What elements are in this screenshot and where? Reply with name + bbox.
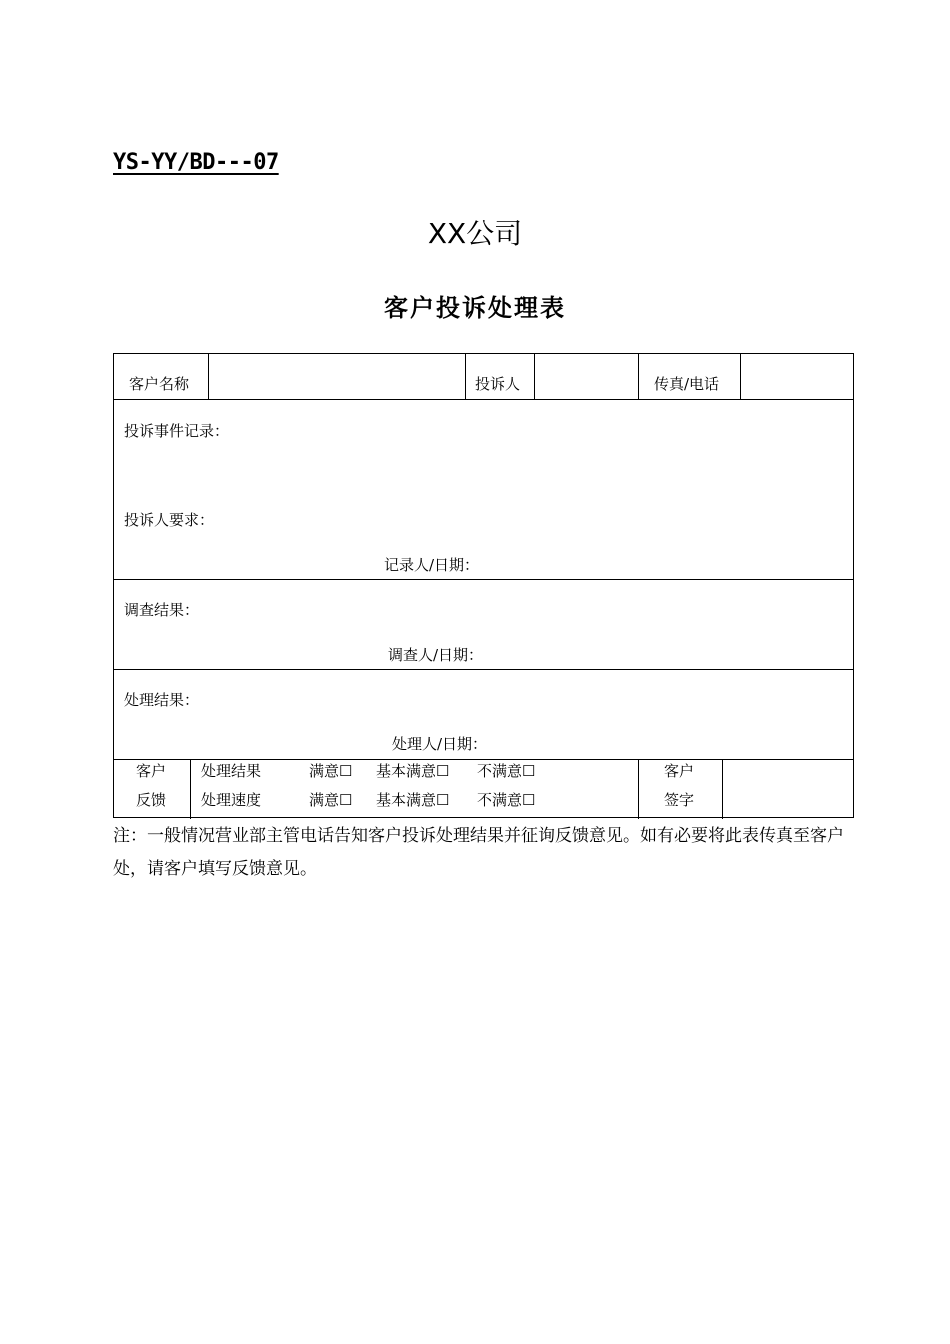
feedback-label-line1: 客户 <box>136 762 167 780</box>
row-divider <box>114 759 853 760</box>
complainant-label: 投诉人 <box>475 375 521 393</box>
row-divider <box>114 579 853 580</box>
company-name: XX公司 <box>427 217 523 250</box>
handling-result-label: 处理结果： <box>124 691 200 709</box>
customer-signature-field[interactable] <box>728 764 848 814</box>
cell-divider <box>208 354 209 399</box>
row-divider <box>114 399 853 400</box>
feedback-item-result: 处理结果 <box>201 762 262 780</box>
fax-phone-field[interactable] <box>746 375 851 393</box>
handler-date-label: 处理人/日期： <box>392 735 488 753</box>
feedback-label-line2: 反馈 <box>136 791 167 809</box>
cell-divider <box>740 354 741 399</box>
checkbox-result-unsatisfied[interactable]: 不满意☐ <box>477 762 536 780</box>
complaint-event-label: 投诉事件记录： <box>124 422 230 440</box>
form-title: 客户投诉处理表 <box>384 294 566 322</box>
cell-divider <box>190 759 191 819</box>
signature-label-line1: 客户 <box>664 762 695 780</box>
signature-label-line2: 签字 <box>664 791 695 809</box>
document-code: YS-YY/BD---07 <box>113 150 279 175</box>
checkbox-result-basically-satisfied[interactable]: 基本满意☐ <box>376 762 450 780</box>
complainant-field[interactable] <box>540 375 632 393</box>
cell-divider <box>638 354 639 399</box>
row-divider <box>114 669 853 670</box>
cell-divider <box>638 759 639 819</box>
checkbox-speed-satisfied[interactable]: 满意☐ <box>309 791 353 809</box>
customer-name-field[interactable] <box>214 375 459 393</box>
cell-divider <box>722 759 723 819</box>
checkbox-speed-basically-satisfied[interactable]: 基本满意☐ <box>376 791 450 809</box>
checkbox-result-satisfied[interactable]: 满意☐ <box>309 762 353 780</box>
complainant-requirement-label: 投诉人要求： <box>124 511 215 529</box>
recorder-date-label: 记录人/日期： <box>384 556 480 574</box>
feedback-item-speed: 处理速度 <box>201 791 262 809</box>
complaint-form-table <box>113 353 854 818</box>
customer-name-label: 客户名称 <box>129 375 190 393</box>
checkbox-speed-unsatisfied[interactable]: 不满意☐ <box>477 791 536 809</box>
investigation-result-label: 调查结果： <box>124 601 200 619</box>
fax-phone-label: 传真/电话 <box>654 375 720 393</box>
cell-divider <box>465 354 466 399</box>
cell-divider <box>534 354 535 399</box>
investigator-date-label: 调查人/日期： <box>388 646 484 664</box>
footnote: 注：一般情况营业部主管电话告知客户投诉处理结果并征询反馈意见。如有必要将此表传真至客户处，请客户填写反馈意见。 <box>113 826 844 879</box>
